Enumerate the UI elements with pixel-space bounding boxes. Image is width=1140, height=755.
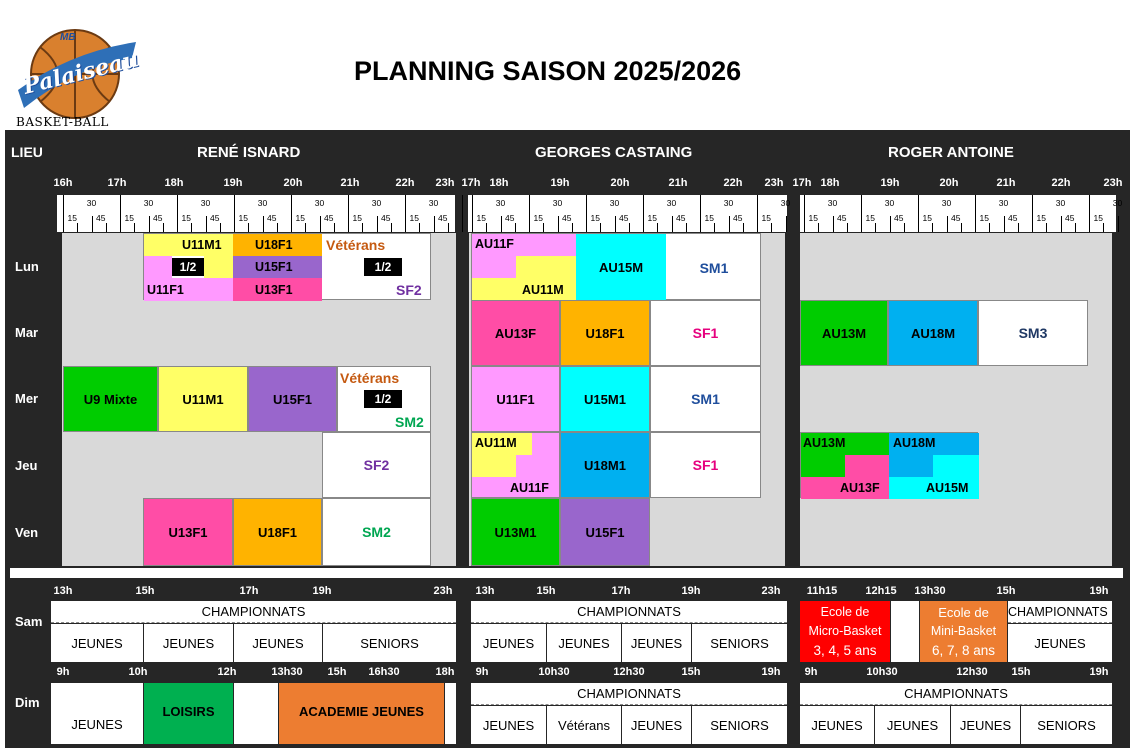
session-sf2: SF2 [396,282,422,298]
weekend-hour-label: 15h [135,585,155,597]
hour-label: 19h [223,177,243,189]
minute-label: 30 [257,198,268,208]
minute-label: 30 [884,198,895,208]
weekend-hour-label: 9h [56,666,70,678]
tick-mark [543,223,544,232]
minute-label: 30 [200,198,211,208]
day-dim: Dim [15,695,40,710]
tick-mark [686,223,687,232]
tick-mark [1018,223,1019,232]
hour-label: 17h [461,177,481,189]
weekend-hour-label: 19h [312,585,332,597]
dim-ri-gap [234,683,278,744]
weekend-hour-label: 9h [475,666,489,678]
hour-label: 23h [435,177,455,189]
sam-gc-seniors: SENIORS [692,624,787,662]
venue-georges-castaing: GEORGES CASTAING [535,144,693,161]
tick-mark [861,195,862,232]
tick-mark [462,195,463,232]
venue-rene-isnard: RENÉ ISNARD [197,144,301,161]
tick-mark [472,195,473,232]
gc-ven-u15f1: U15F1 [560,498,650,566]
session-u15f1: U15F1 [255,260,293,274]
tick-mark [92,216,93,232]
minute-label: 30 [666,198,677,208]
gc-mar-u18f1: U18F1 [560,300,650,366]
sam-ri-jeunes-3: JEUNES [234,624,322,662]
day-lun: Lun [15,259,39,274]
minute-label: 30 [552,198,563,208]
tick-mark [234,195,235,232]
tick-mark [643,195,644,232]
dim-gc-veterans: Vétérans [547,706,621,744]
minute-label: 45 [562,213,572,223]
weekend-hour-label: 19h [761,666,781,678]
session-au11f: AU11F [475,237,514,251]
weekday-grid-roger-antoine [800,233,1112,566]
minute-label: 45 [210,213,220,223]
gc-ven-u13m1: U13M1 [471,498,560,566]
tick-mark [391,223,392,232]
tick-mark [1075,223,1076,232]
tick-mark [1061,216,1062,232]
minute-label: 15 [704,213,714,223]
hour-label: 20h [939,177,959,189]
tick-mark [714,223,715,232]
hour-label: 19h [550,177,570,189]
ri-mer-u9: U9 Mixte [63,366,158,432]
minute-label: 15 [238,213,248,223]
session-u13f1: U13F1 [255,283,293,297]
ri-ven-sm2: SM2 [322,498,431,566]
minute-label: 45 [951,213,961,223]
dim-ra-jeunes-3: JEUNES [951,706,1020,744]
tick-mark [405,195,406,232]
dim-gc-jeunes-1: JEUNES [471,706,546,744]
hour-label: 22h [723,177,743,189]
minute-label: 15 [761,213,771,223]
minute-label: 15 [590,213,600,223]
minute-label: 30 [998,198,1009,208]
hour-label: 23h [764,177,784,189]
hour-label: 20h [283,177,303,189]
dim-ra-seniors: SENIORS [1021,706,1112,744]
weekend-hour-label: 15h [536,585,556,597]
minute-label: 45 [438,213,448,223]
ri-lun-block [143,233,431,300]
session-sm2: SM2 [395,414,424,430]
minute-label: 45 [733,213,743,223]
minute-label: 30 [86,198,97,208]
sam-ra-championnats: CHAMPIONNATS [1008,601,1112,623]
tick-mark [700,195,701,232]
tick-mark [989,223,990,232]
dim-ri-academie-jeunes: ACADEMIE JEUNES [279,683,444,744]
tick-mark [1089,195,1090,232]
tick-mark [377,216,378,232]
gc-mer-u15m1: U15M1 [560,366,650,432]
minute-label: 45 [381,213,391,223]
tick-mark [529,195,530,232]
weekend-hour-label: 10h30 [538,666,570,678]
gc-mar-au13f: AU13F [471,300,560,366]
dim-gc-seniors: SENIORS [692,706,787,744]
session-au15m: AU15M [598,260,644,275]
weekend-hour-label: 9h [804,666,818,678]
hour-label: 18h [820,177,840,189]
gc-jeu-sf1: SF1 [650,432,761,498]
weekend-hour-label: 17h [239,585,259,597]
tick-mark [77,223,78,232]
tick-mark [348,195,349,232]
minute-label: 45 [1065,213,1075,223]
minute-label: 45 [267,213,277,223]
tick-mark [448,223,449,232]
ra-mar-au13m: AU13M [800,300,888,366]
minute-label: 15 [647,213,657,223]
tick-mark [672,216,673,232]
weekend-hour-label: 17h [611,585,631,597]
weekend-hour-label: 11h15 [806,585,838,597]
tick-mark [586,195,587,232]
gc-jeu-u18m1: U18M1 [560,432,650,498]
session-au11f: AU11F [510,481,549,495]
day-mer: Mer [15,391,39,406]
tick-mark [501,216,502,232]
planning-sheet [5,130,1130,748]
minute-label: 30 [941,198,952,208]
tick-mark [1118,216,1119,232]
tick-mark [206,216,207,232]
logo-caption: BASKET-BALL [16,115,109,129]
gc-mer-u11f1: U11F1 [471,366,560,432]
tick-mark [904,223,905,232]
ri-jeu-sf2: SF2 [322,432,431,498]
minute-label: 15 [922,213,932,223]
session-veterans: Vétérans [326,237,386,253]
session-au11m: AU11M [475,436,517,450]
ra-jeu-block [800,432,978,498]
weekend-hour-label: 15h [327,666,347,678]
minute-label: 15 [67,213,77,223]
minute-label: 30 [1112,198,1123,208]
minute-label: 30 [371,198,382,208]
weekend-hour-label: 19h [1089,666,1109,678]
tick-mark [362,223,363,232]
tick-mark [515,223,516,232]
tick-mark [600,223,601,232]
weekend-hour-label: 19h [681,585,701,597]
tick-mark [220,223,221,232]
minute-label: 45 [837,213,847,223]
minute-label: 45 [96,213,106,223]
minute-label: 45 [894,213,904,223]
lieu-header: LIEU [11,144,43,160]
hour-label: 22h [395,177,415,189]
weekend-hour-label: 13h30 [271,666,303,678]
sam-ri-jeunes-2: JEUNES [144,624,233,662]
ra-mar-sm3: SM3 [978,300,1088,366]
tick-mark [729,216,730,232]
minute-label: 45 [153,213,163,223]
weekend-hour-label: 13h [475,585,495,597]
hour-label: 19h [880,177,900,189]
tick-mark [961,223,962,232]
minute-label: 30 [827,198,838,208]
session-u11f1: U11F1 [147,283,184,297]
tick-mark [615,216,616,232]
gc-mar-sf1: SF1 [650,300,761,366]
tick-mark [149,216,150,232]
hour-label: 18h [489,177,509,189]
tick-mark [334,223,335,232]
ri-ven-u13f1: U13F1 [143,498,233,566]
day-mar: Mar [15,325,39,340]
dim-ri-jeunes: JEUNES [51,683,143,744]
sam-ra-ecole-micro-basket: Ecole de Micro-Basket 3, 4, 5 ans [800,601,890,662]
half-court-badge: 1/2 [364,258,402,276]
tick-mark [134,223,135,232]
minute-label: 15 [1036,213,1046,223]
ri-mer-u11m1: U11M1 [158,366,248,432]
minute-label: 45 [676,213,686,223]
day-ven: Ven [15,525,39,540]
sam-gc-jeunes-1: JEUNES [471,624,546,662]
tick-mark [419,223,420,232]
hour-label: 16h [53,177,73,189]
tick-mark [63,195,64,232]
weekend-hour-label: 16h30 [368,666,400,678]
venue-roger-antoine: ROGER ANTOINE [888,144,1014,161]
ri-ven-u18f1: U18F1 [233,498,322,566]
minute-label: 30 [780,198,791,208]
tick-mark [248,223,249,232]
minute-ruler-georges-castaing [468,195,791,232]
minute-label: 30 [1055,198,1066,208]
hour-label: 21h [996,177,1016,189]
dim-gc-jeunes-2: JEUNES [622,706,691,744]
tick-mark [786,216,787,232]
minute-label: 15 [409,213,419,223]
tick-mark [486,223,487,232]
minute-ruler-roger-antoine [800,195,1123,232]
tick-mark [1032,195,1033,232]
club-logo [10,12,140,132]
ri-mer-u15f1: U15F1 [248,366,337,432]
minute-ruler-rene-isnard [57,195,455,232]
weekend-hour-label: 19h [1089,585,1109,597]
tick-mark [120,195,121,232]
tick-mark [320,216,321,232]
tick-mark [818,223,819,232]
half-court-badge: 1/2 [172,258,204,276]
dim-ra-jeunes-1: JEUNES [800,706,874,744]
dim-ri-loisirs: LOISIRS [144,683,233,744]
sam-ra-gap [891,601,919,662]
tick-mark [804,195,805,232]
weekend-hour-label: 12h30 [613,666,645,678]
hour-label: 18h [164,177,184,189]
session-u18f1: U18F1 [255,238,293,252]
sam-ri-championnats: CHAMPIONNATS [51,601,456,623]
session-au15m: AU15M [926,481,969,495]
minute-label: 45 [324,213,334,223]
tick-mark [191,223,192,232]
dim-ra-championnats: CHAMPIONNATS [800,683,1112,705]
tick-mark [743,223,744,232]
hour-label: 17h [792,177,812,189]
sam-ri-seniors: SENIORS [323,624,456,662]
day-sam: Sam [15,614,43,629]
tick-mark [558,216,559,232]
weekend-hour-label: 15h [996,585,1016,597]
weekend-hour-label: 15h [1011,666,1031,678]
tick-mark [177,195,178,232]
minute-label: 15 [1093,213,1103,223]
session-veterans: Vétérans [340,370,400,386]
minute-label: 15 [865,213,875,223]
weekend-hour-label: 10h [128,666,148,678]
minute-label: 15 [808,213,818,223]
hour-label: 21h [340,177,360,189]
minute-label: 15 [476,213,486,223]
weekend-hour-label: 13h30 [914,585,946,597]
tick-mark [1103,223,1104,232]
gc-jeu-au11-block [471,432,560,498]
weekend-hour-label: 12h15 [865,585,897,597]
logo-text: Palaiseau [20,46,142,100]
weekend-hour-label: 23h [433,585,453,597]
tick-mark [263,216,264,232]
minute-label: 45 [1008,213,1018,223]
gc-mer-sm1: SM1 [650,366,761,432]
minute-label: 45 [619,213,629,223]
session-au18m: AU18M [893,436,936,450]
minute-label: 15 [533,213,543,223]
weekend-hour-label: 10h30 [866,666,898,678]
weekend-hour-label: 15h [681,666,701,678]
half-court-badge: 1/2 [364,390,402,408]
minute-label: 30 [314,198,325,208]
ri-mer-veterans-block [337,366,431,432]
sam-gc-jeunes-2: JEUNES [547,624,621,662]
weekend-hour-label: 13h [53,585,73,597]
weekend-hour-label: 23h [761,585,781,597]
tick-mark [305,223,306,232]
hour-label: 20h [610,177,630,189]
minute-label: 15 [124,213,134,223]
minute-label: 30 [495,198,506,208]
tick-mark [106,223,107,232]
day-jeu: Jeu [15,458,38,473]
tick-mark [277,223,278,232]
dim-ri-gap-end [445,683,456,744]
minute-label: 45 [505,213,515,223]
minute-label: 15 [295,213,305,223]
tick-mark [833,216,834,232]
tick-mark [875,223,876,232]
tick-mark [975,195,976,232]
minute-label: 15 [352,213,362,223]
sam-ri-jeunes-1: JEUNES [51,624,143,662]
tick-mark [890,216,891,232]
dim-gc-championnats: CHAMPIONNATS [471,683,787,705]
weekend-hour-label: 12h [217,666,237,678]
minute-label: 30 [143,198,154,208]
sam-ra-ecole-mini-basket: Ecole de Mini-Basket 6, 7, 8 ans [920,601,1007,662]
tick-mark [947,216,948,232]
sam-gc-championnats: CHAMPIONNATS [471,601,787,623]
tick-mark [629,223,630,232]
tick-mark [757,195,758,232]
tick-mark [847,223,848,232]
tick-mark [657,223,658,232]
gc-lun-block [471,233,761,300]
tick-mark [771,223,772,232]
sam-ra-jeunes: JEUNES [1008,624,1112,662]
minute-label: 30 [609,198,620,208]
tick-mark [572,223,573,232]
dim-ra-jeunes-2: JEUNES [875,706,950,744]
tick-mark [434,216,435,232]
hour-label: 17h [107,177,127,189]
ra-mar-au18m: AU18M [888,300,978,366]
logo-badge: MB [60,32,76,43]
hour-label: 23h [1103,177,1123,189]
session-u11m1: U11M1 [182,238,222,252]
page-title: PLANNING SAISON 2025/2026 [354,56,742,86]
minute-label: 30 [428,198,439,208]
weekend-hour-label: 18h [435,666,455,678]
tick-mark [1046,223,1047,232]
tick-mark [918,195,919,232]
hour-label: 22h [1051,177,1071,189]
tick-mark [932,223,933,232]
weekend-hour-label: 12h30 [956,666,988,678]
minute-label: 30 [723,198,734,208]
tick-mark [291,195,292,232]
week-weekend-separator [10,568,1123,578]
session-au11m: AU11M [522,283,564,297]
session-sm1: SM1 [699,259,729,276]
hour-label: 21h [668,177,688,189]
session-au13m: AU13M [803,436,846,450]
tick-mark [1004,216,1005,232]
tick-mark [163,223,164,232]
session-au13f: AU13F [840,481,880,495]
sam-gc-jeunes-3: JEUNES [622,624,691,662]
minute-label: 15 [181,213,191,223]
minute-label: 15 [979,213,989,223]
